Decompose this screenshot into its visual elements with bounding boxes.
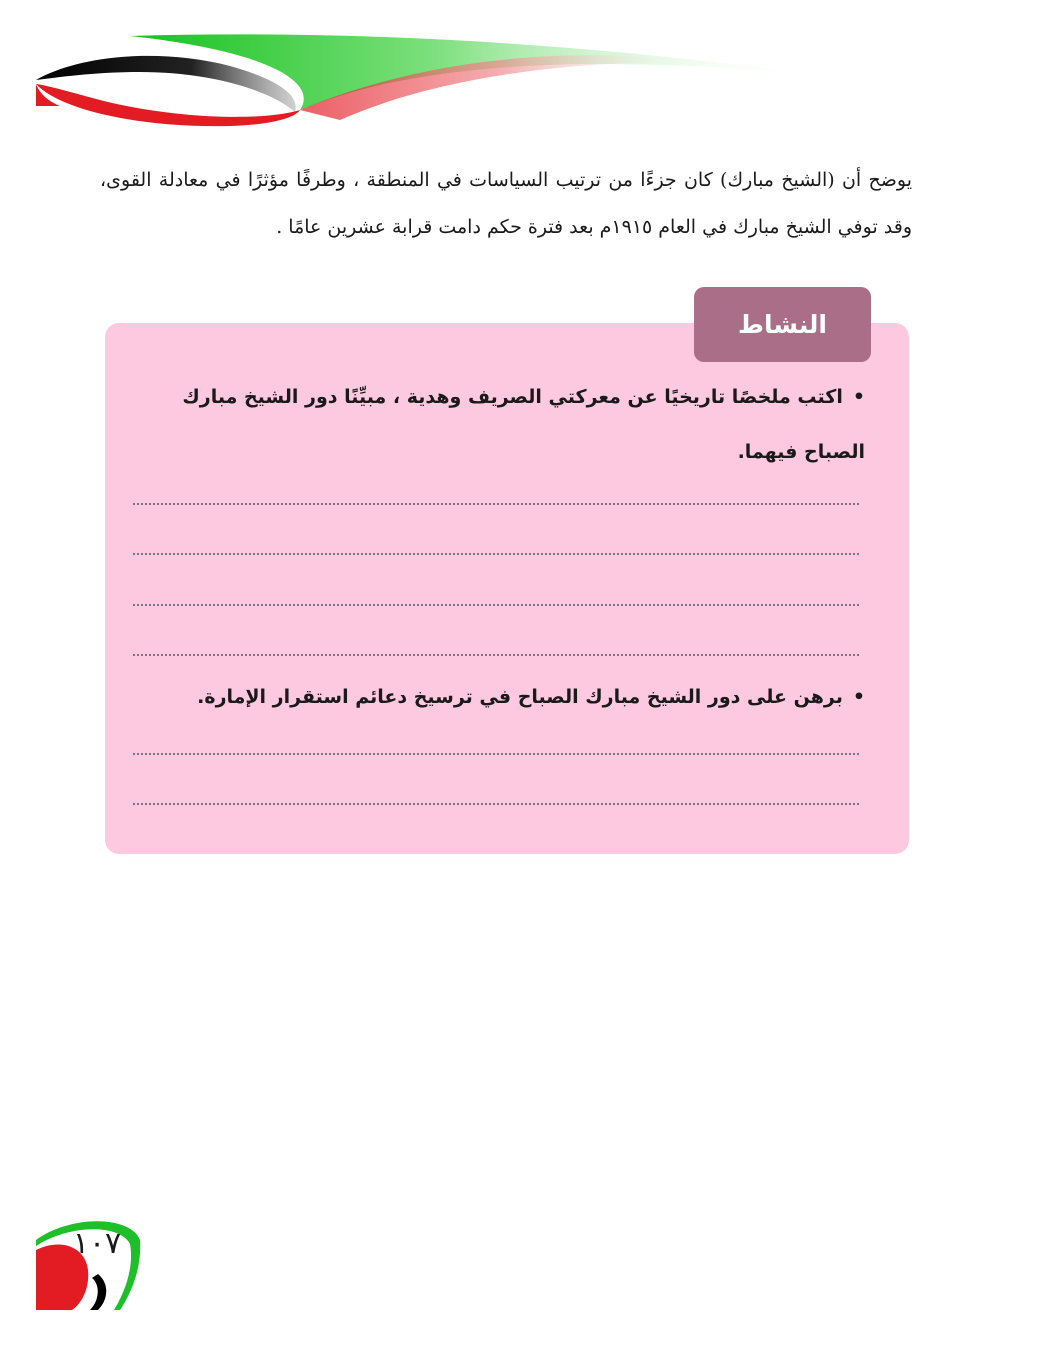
answer-line-6[interactable]: [133, 803, 859, 805]
answer-line-5[interactable]: [133, 753, 859, 755]
answer-line-4[interactable]: [133, 654, 859, 656]
bullet-icon: •: [852, 386, 865, 408]
answer-line-1[interactable]: [133, 503, 859, 505]
activity-question-1: [125, 370, 865, 480]
answer-line-2[interactable]: [133, 553, 859, 555]
question-1-text: اكتب ملخصًا تاريخيًا عن معركتي الصريف وهدية ، مبيِّنًا دور الشيخ مبارك الصباح فيهما.: [182, 386, 865, 463]
question-2-text: برهن على دور الشيخ مبارك الصباح في ترسيخ دعائم استقرار الإمارة.: [197, 686, 843, 708]
intro-paragraph: يوضح أن (الشيخ مبارك) كان جزءًا من ترتيب السياسات في المنطقة ، وطرفًا مؤثرًا في معادلة القوى، وقد توفي الشيخ مبارك في العام ١٩١٥م بعد فترة حكم دامت قرابة عشرين عامًا .: [100, 169, 912, 238]
flag-ribbon-decoration: [0, 0, 1062, 140]
page-number: ١٠٧: [72, 1226, 122, 1261]
activity-question-2: [125, 670, 865, 725]
answer-line-3[interactable]: [133, 604, 859, 606]
bullet-icon: •: [852, 686, 865, 708]
activity-title: النشاط: [694, 287, 871, 362]
